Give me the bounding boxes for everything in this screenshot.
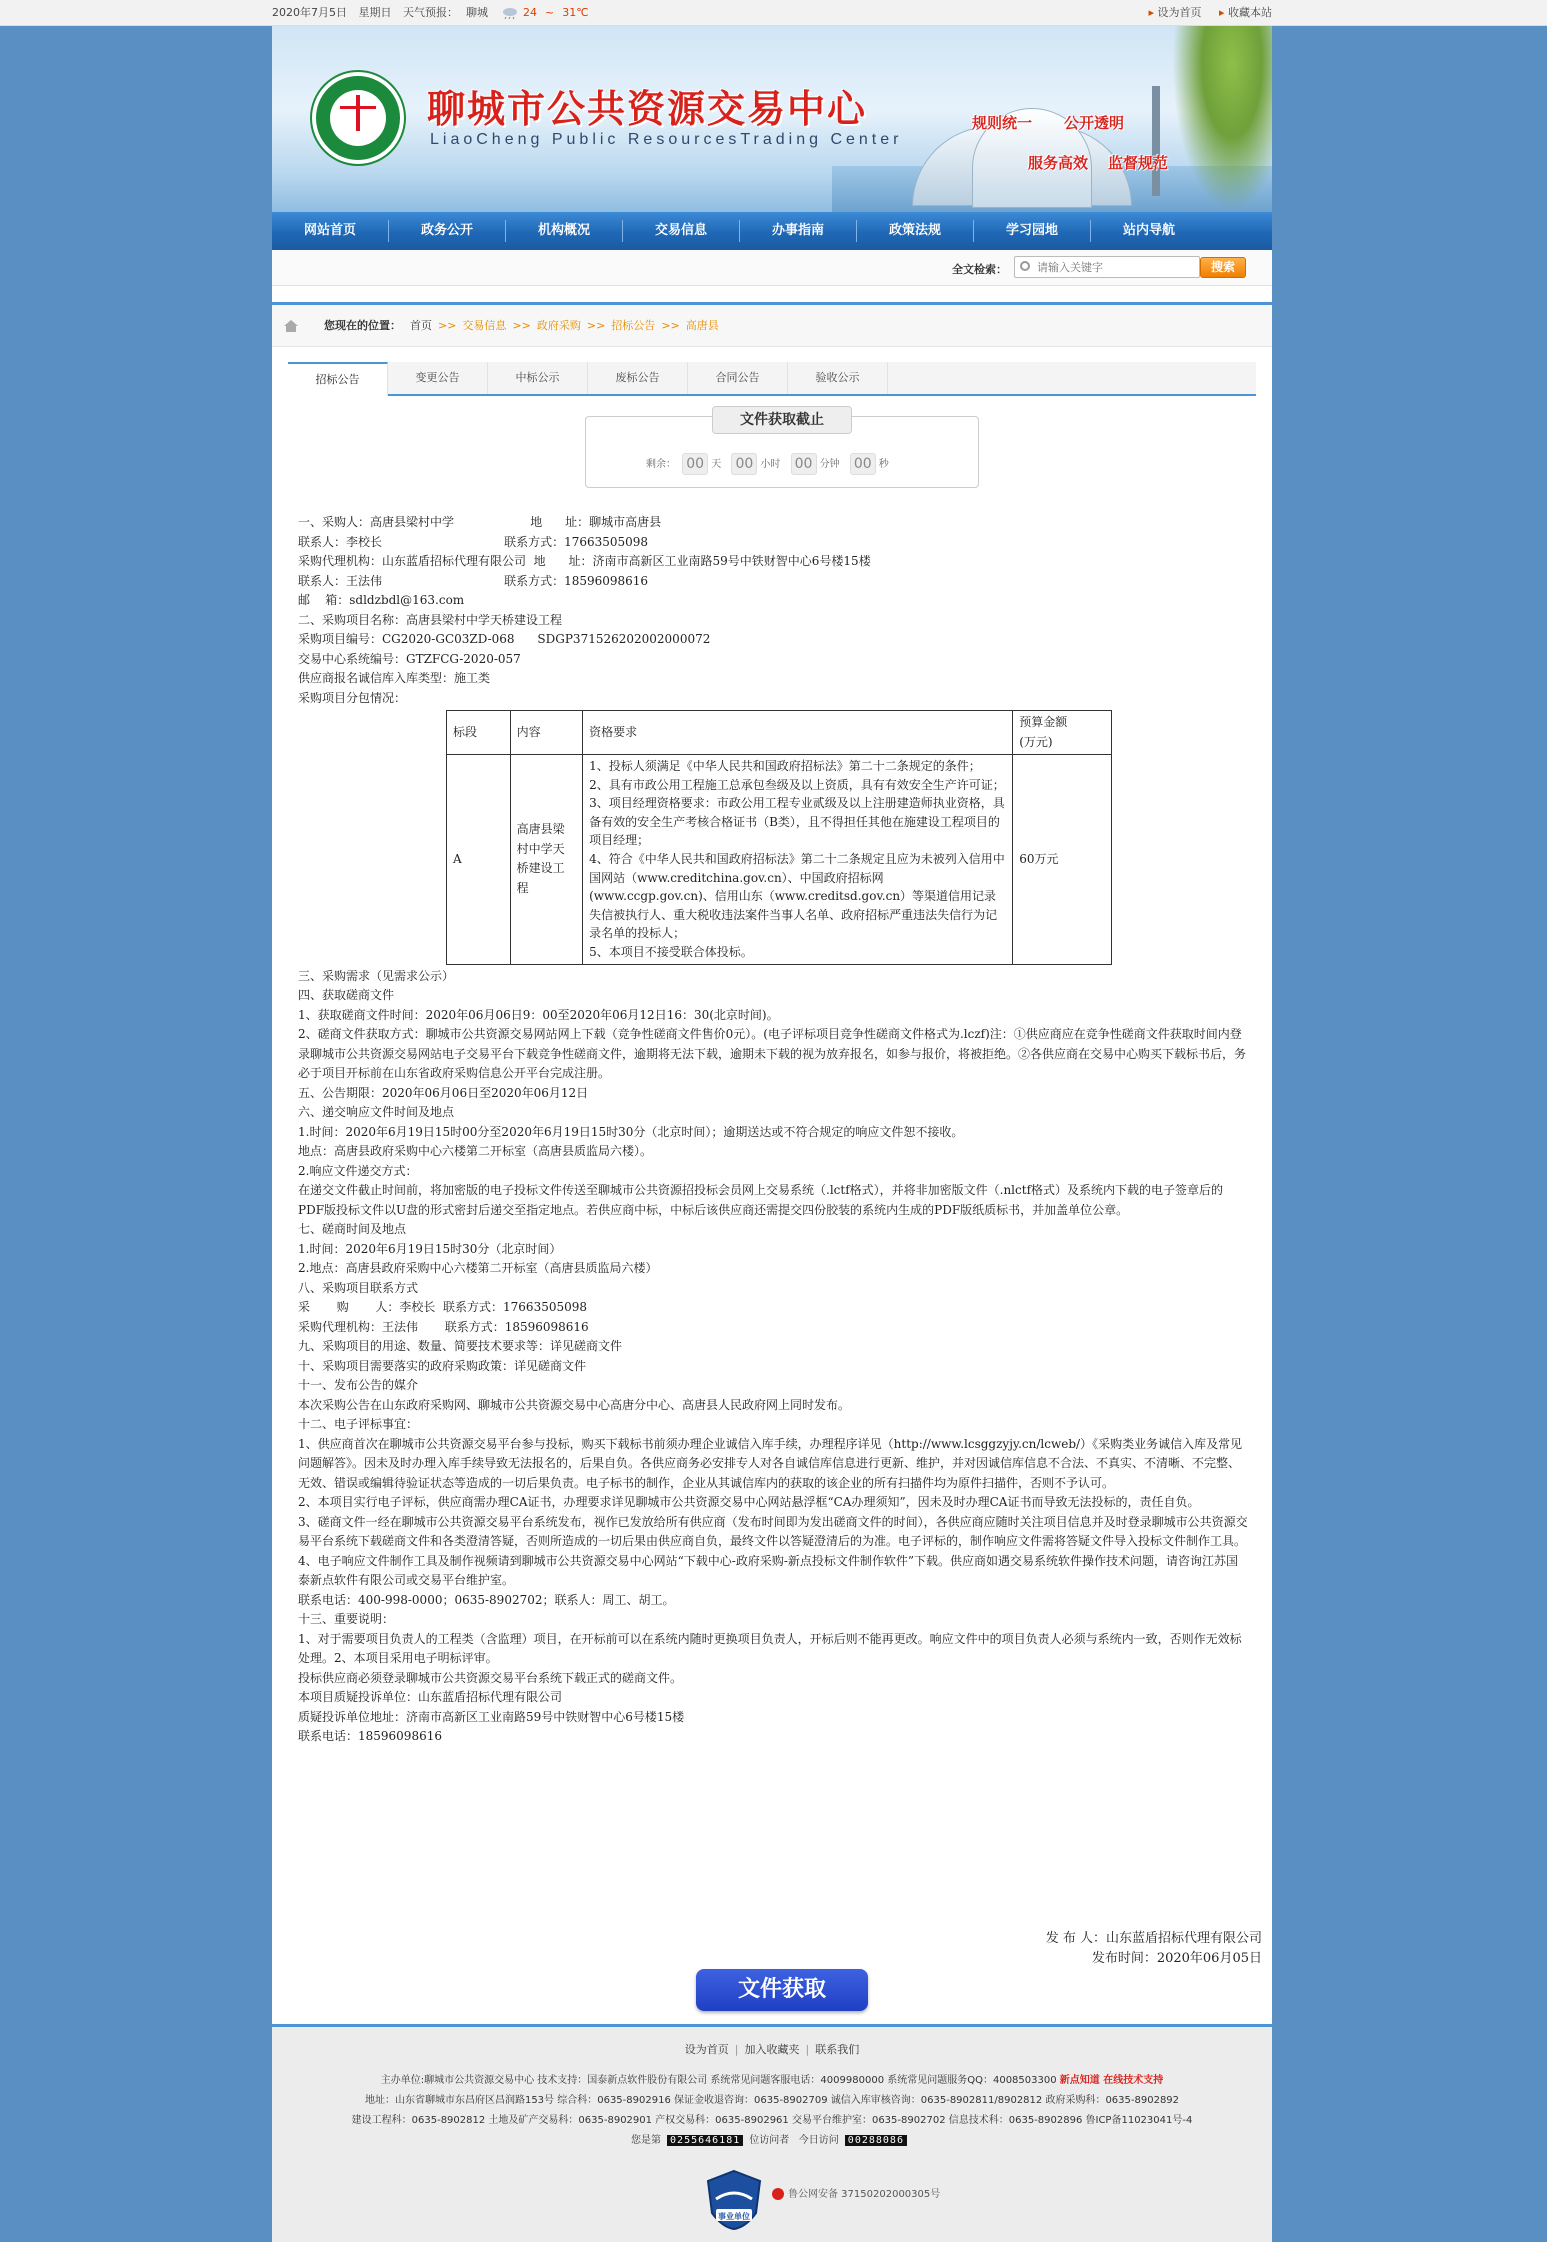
tab-contract-notice[interactable]: 合同公告 xyxy=(688,362,788,394)
notice-line: 交易中心系统编号：GTZFCG-2020-057 xyxy=(298,651,521,666)
notice-line: 四、获取磋商文件 xyxy=(298,988,395,1003)
badge-label: 事业单位 xyxy=(718,2212,750,2221)
notice-line: 十、采购项目需要落实的政府采购政策：详见磋商文件 xyxy=(298,1358,587,1373)
notice-line: 2、本项目实行电子评标，供应商需办理CA证书，办理要求详见聊城市公共资源交易中心网站悬浮框“CA办理须知”，因未及时办理CA证书而导致无法投标的，责任自负。 xyxy=(298,1495,1200,1510)
temp-low: 24 xyxy=(523,6,537,19)
notice-line: 二、采购项目名称：高唐县梁村中学天桥建设工程 xyxy=(298,612,563,627)
breadcrumb: 您现在的位置： 首页 >> 交易信息 >> 政府采购 >> 招标公告 >> 高唐县 xyxy=(272,305,1272,347)
notice-line: 采购代理机构：王法伟 联系方式：18596098616 xyxy=(298,1319,589,1334)
today-count: 00288086 xyxy=(845,2135,907,2146)
lot-requirements-cell: 1、投标人须满足《中华人民共和国政府招标法》第二十二条规定的条件； 2、具有市政公用工程施工总承包叁级及以上资质，具有有效安全生产许可证； 3、项目经理资格要求：市政公用工程专业贰级及以上注册建造师执业资格，具备有效的安全生产考核合格证书（B类），且不得担任其他在施建设工程项目的项目经理； 4、符合《中华人民共和国政府招标法》第二十二条规定且应为未被列入信用中国网站（www.creditchina.gov.cn）、中国政府招标网(www.ccgp.gov.cn)、信用山东（www.creditsd.gov.cn）等渠道信用记录失信被执行人、重大税收违法案件当事人名单、政府招标严重违法失信行为记录名单的投标人； 5、本项目不接受联合体投标。 xyxy=(583,755,1013,965)
notice-line: 1、供应商首次在聊城市公共资源交易平台参与投标，购买下载标书前须办理企业诚信入库手续，办理程序详见（http://www.lcsggzyjy.cn/lcweb/）《采购类业务诚信入库及常见问题解答》。因未及时办理入库手续导致无法报名的，后果自负。各供应商务必安排专人对各自诚信库信息进行更新、维护，并对因诚信库信息不合法、不真实、不清晰、不完整、无效、错误或编辑待验证状态等造成的一切后果负责。电子标书的制作，企业从其诚信库内的获取的该企业的所有扫描件均为原件扫描件，否则不予认可。 xyxy=(298,1436,1243,1490)
publisher-block xyxy=(272,1929,1262,1969)
notice-line: 1、获取磋商文件时间：2020年06月06日9：00至2020年06月12日16：30(北京时间)。 xyxy=(298,1007,779,1022)
tab-cancel-notice[interactable]: 废标公告 xyxy=(588,362,688,394)
notice-line: 十三、重要说明： xyxy=(298,1612,395,1627)
file-deadline-countdown: 文件获取截止 剩余： 00 天 00 小时 00 分钟 00 秒 xyxy=(585,416,979,488)
tab-award-notice[interactable]: 中标公示 xyxy=(488,362,588,394)
banner-tree xyxy=(1172,26,1272,212)
footer-visitor-counter: 您是第 0255646181 位访问者 今日访问 00288086 xyxy=(272,2131,1272,2146)
search-button[interactable]: 搜索 xyxy=(1200,257,1246,278)
top-bar xyxy=(0,0,1547,26)
nav-learning[interactable]: 学习园地 xyxy=(1005,223,1058,238)
weather-city: 聊城 xyxy=(466,6,488,19)
notice-line: 采 购 人：李校长 联系方式：17663505098 xyxy=(298,1300,588,1315)
get-file-button[interactable]: 文件获取 xyxy=(696,1969,868,2011)
countdown-hours: 00 xyxy=(731,453,757,475)
notice-tabs xyxy=(288,362,1256,396)
cloud-rain-icon xyxy=(500,7,520,19)
notice-line: 4、电子响应文件制作工具及制作视频请到聊城市公共资源交易中心网站“下载中心-政府采购-新点投标文件制作软件”下载。供应商如遇交易系统软件操作技术问题，请咨询江苏国泰新点软件有限公司或交易平台维护室。 xyxy=(298,1553,1239,1588)
notice-line: 本项目质疑投诉单位：山东蓝盾招标代理有限公司 xyxy=(298,1690,563,1705)
notice-body xyxy=(298,513,1248,1747)
search-bar xyxy=(272,250,1272,286)
notice-line: 十二、电子评标事宜： xyxy=(298,1417,419,1432)
lot-table-header: 预算金额 (万元) xyxy=(1013,711,1112,755)
nav-site-map[interactable]: 站内导航 xyxy=(1122,223,1175,238)
countdown-prefix: 剩余： xyxy=(646,459,676,470)
notice-line: 质疑投诉单位地址：济南市高新区工业南路59号中铁财智中心6号楼15楼 xyxy=(298,1709,685,1724)
online-support-link[interactable]: 新点知道 在线技术支持 xyxy=(1059,2075,1164,2086)
footer xyxy=(272,2024,1272,2242)
notice-line: 九、采购项目的用途、数量、简要技术要求等：详见磋商文件 xyxy=(298,1339,623,1354)
search-icon xyxy=(1020,261,1030,271)
lot-budget-cell: 60万元 xyxy=(1013,755,1112,965)
breadcrumb-gov-procurement[interactable]: 政府采购 xyxy=(536,319,581,332)
footer-links: 设为首页 | 加入收藏夹 | 联系我们 xyxy=(684,2043,860,2056)
police-emblem-icon xyxy=(772,2188,784,2200)
site-logo[interactable] xyxy=(312,72,404,164)
notice-line: 3、磋商文件一经在聊城市公共资源交易平台系统发布，视作已发放给所有供应商（发布时间即为发出磋商文件的时间），各供应商应随时关注项目信息并及时登录聊城市公共资源交易平台系统下载磋商文件和各类澄清答疑，否则所造成的一切后果由供应商自负，最终文件以答疑澄清后的为准。电子评标的，制作响应文件需将答疑文件导入投标文件制作工具。 xyxy=(298,1514,1248,1549)
notice-line: 联系电话：18596098616 xyxy=(298,1729,442,1744)
notice-line: 采购代理机构：山东蓝盾招标代理有限公司 地 址：济南市高新区工业南路59号中铁财智中心6号楼15楼 xyxy=(298,554,871,568)
tab-tender-notice[interactable]: 招标公告 xyxy=(288,362,388,396)
nav-policies[interactable]: 政策法规 xyxy=(888,223,941,238)
lot-cell: A xyxy=(447,755,511,965)
date-text: 2020年7月5日 xyxy=(272,6,347,19)
notice-line: 地点：高唐县政府采购中心六楼第二开标室（高唐县质监局六楼）。 xyxy=(298,1144,653,1159)
temp-sep: ~ xyxy=(545,6,555,19)
police-record[interactable]: 鲁公网安备 37150202000305号 xyxy=(772,2185,940,2200)
tab-acceptance-notice[interactable]: 验收公示 xyxy=(788,362,888,394)
breadcrumb-tender-notice[interactable]: 招标公告 xyxy=(611,319,656,332)
slogan-2: 公开透明 xyxy=(1064,114,1125,132)
notice-section-b xyxy=(298,967,1248,1747)
notice-line: 2.地点：高唐县政府采购中心六楼第二开标室（高唐县质监局六楼） xyxy=(298,1261,658,1276)
page-container xyxy=(272,26,1272,2242)
slogan-4: 监督规范 xyxy=(1108,154,1169,172)
countdown-title: 文件获取截止 xyxy=(712,406,852,434)
publisher-name: 发 布 人：山东蓝盾招标代理有限公司 xyxy=(1045,1931,1262,1946)
nav-home[interactable]: 网站首页 xyxy=(303,223,356,238)
notice-line: 1.时间：2020年6月19日15时30分（北京时间） xyxy=(298,1241,562,1256)
breadcrumb-gaotang[interactable]: 高唐县 xyxy=(685,319,719,332)
notice-line: 联系电话：400-998-0000；0635-8902702；联系人：周工、胡工。 xyxy=(298,1592,675,1607)
date-weather xyxy=(272,0,1272,26)
scale-icon xyxy=(340,106,376,130)
breadcrumb-home[interactable]: 首页 xyxy=(410,319,432,332)
footer-address: 地址：山东省聊城市东昌府区昌润路153号 综合科：0635-8902916 保证金收退咨询：0635-8902709 诚信入库审核咨询：0635-8902811/8902812 政府采购科：0635-8902892 xyxy=(364,2095,1180,2106)
notice-line: 八、采购项目联系方式 xyxy=(298,1280,419,1295)
content-area xyxy=(272,302,1272,2024)
notice-line: 供应商报名诚信库入库类型：施工类 xyxy=(298,671,491,685)
temp-high: 31℃ xyxy=(562,6,589,19)
lot-table-header: 资格要求 xyxy=(583,711,1013,755)
nav-service-guide[interactable]: 办事指南 xyxy=(771,223,824,238)
notice-line: 投标供应商必须登录聊城市公共资源交易平台系统下载正式的磋商文件。 xyxy=(298,1670,683,1685)
visitor-count: 0255646181 xyxy=(667,2135,743,2146)
notice-line: 2、磋商文件获取方式：聊城市公共资源交易网站网上下载（竞争性磋商文件售价0元）。(电子评标项目竞争性磋商文件格式为.lczf)注：①供应商应在竞争性磋商文件获取时间内登录聊城市公共资源交易网站电子交易平台下载竞争性磋商文件，逾期将无法下载，逾期未下载的视为放弃报名，如参与报价，将被拒绝。②各供应商在交易中心购买下载标书后，务必于项目开标前在山东省政府采购信息公开平台完成注册。 xyxy=(298,1027,1247,1081)
notice-line: 1、对于需要项目负责人的工程类（含监理）项目，在开标前可以在系统内随时更换项目负责人，开标后则不能再更改。响应文件中的项目负责人必须与系统内一致，否则作无效标处理。2、本项目采用电子明标评审。 xyxy=(298,1631,1242,1666)
header-banner xyxy=(272,26,1272,212)
footer-add-fav-link[interactable]: 加入收藏夹 xyxy=(744,2043,800,2056)
notice-line: 在递交文件截止时间前，将加密版的电子投标文件传送至聊城市公共资源招投标会员网上交易系统（.lctf格式），并将非加密版文件（.nlctf格式）及系统内下载的电子签章后的PDF版投标文件以U盘的形式密封后递交至指定地点。若供应商中标，中标后该供应商还需提交四份胶装的系统内生成的PDF版纸质标书，并加盖单位公章。 xyxy=(298,1183,1224,1217)
nav-organization[interactable]: 机构概况 xyxy=(537,223,590,238)
slogan-1: 规则统一 xyxy=(972,114,1033,132)
notice-line: 联系人：李校长 联系方式：17663505098 xyxy=(298,534,649,549)
nav-trading-info[interactable]: 交易信息 xyxy=(654,223,707,238)
notice-line: 采购项目编号：CG2020-GC03ZD-068 SDGP371526202002000072 xyxy=(298,632,711,646)
main-nav xyxy=(272,212,1272,250)
footer-departments: 建设工程科：0635-8902812 土地及矿产交易科：0635-8902901 产权交易科：0635-8902961 交易平台维护室：0635-8902702 信息技术科：0635-8902896 鲁ICP备11023041号-4 xyxy=(351,2115,1193,2126)
breadcrumb-label: 您现在的位置： xyxy=(324,319,401,332)
lot-table xyxy=(446,710,1112,965)
site-subtitle: LiaoCheng Public ResourcesTrading Center xyxy=(430,131,903,148)
site-title: 聊城市公共资源交易中心 xyxy=(427,87,868,131)
lot-content-cell: 高唐县梁村中学天桥建设工程 xyxy=(510,755,582,965)
publish-date: 发布时间：2020年06月05日 xyxy=(1091,1951,1262,1966)
notice-line: 三、采购需求（见需求公示） xyxy=(298,968,455,983)
notice-line: 采购项目分包情况： xyxy=(298,690,407,705)
footer-contact-link[interactable]: 联系我们 xyxy=(815,2043,860,2056)
weekday-text: 星期日 xyxy=(358,6,392,19)
search-input[interactable] xyxy=(1014,256,1200,278)
search-label: 全文检索： xyxy=(952,263,1007,276)
notice-line: 1.时间：2020年6月19日15时00分至2020年6月19日15时30分（北京时间）；逾期送达或不符合规定的响应文件恕不接收。 xyxy=(298,1124,964,1139)
notice-section-a xyxy=(298,513,1248,708)
breadcrumb-trading-info[interactable]: 交易信息 xyxy=(462,319,507,332)
weather-label: 天气预报： xyxy=(403,6,458,19)
lot-table-header: 标段 xyxy=(447,711,511,755)
notice-line: 邮 箱：sdldzbdl@163.com xyxy=(298,593,465,607)
footer-set-home-link[interactable]: 设为首页 xyxy=(684,2043,729,2056)
notice-line: 十一、发布公告的媒介 xyxy=(298,1378,419,1393)
notice-line: 一、采购人：高唐县梁村中学 地 址：聊城市高唐县 xyxy=(298,515,662,529)
lot-table-header: 内容 xyxy=(510,711,582,755)
set-home-link[interactable]: ▸ 设为首页 xyxy=(1148,6,1201,19)
notice-line: 五、公告期限：2020年06月06日至2020年06月12日 xyxy=(298,1085,589,1100)
notice-line: 七、磋商时间及地点 xyxy=(298,1222,407,1237)
notice-line: 2.响应文件递交方式： xyxy=(298,1163,418,1178)
footer-host-info: 主办单位:聊城市公共资源交易中心 技术支持：国泰新点软件股份有限公司 系统常见问题客服电话：4009980000 系统常见问题服务QQ：4008503300 新点知道 在线技术支持 xyxy=(380,2075,1164,2086)
slogan-3: 服务高效 xyxy=(1028,154,1089,172)
banner-tower xyxy=(1152,86,1160,196)
notice-line: 本次采购公告在山东政府采购网、聊城市公共资源交易中心高唐分中心、高唐县人民政府网上同时发布。 xyxy=(298,1397,851,1412)
tab-change-notice[interactable]: 变更公告 xyxy=(388,362,488,394)
add-favorite-link[interactable]: ▸ 收藏本站 xyxy=(1219,6,1272,19)
home-icon xyxy=(284,320,298,332)
countdown-minutes: 00 xyxy=(791,453,817,475)
notice-line: 联系人：王法伟 联系方式：18596098616 xyxy=(298,573,649,588)
notice-line: 六、递交响应文件时间及地点 xyxy=(298,1105,455,1120)
nav-gov-affairs[interactable]: 政务公开 xyxy=(420,223,473,238)
countdown-seconds: 00 xyxy=(850,453,876,475)
countdown-days: 00 xyxy=(682,453,708,475)
